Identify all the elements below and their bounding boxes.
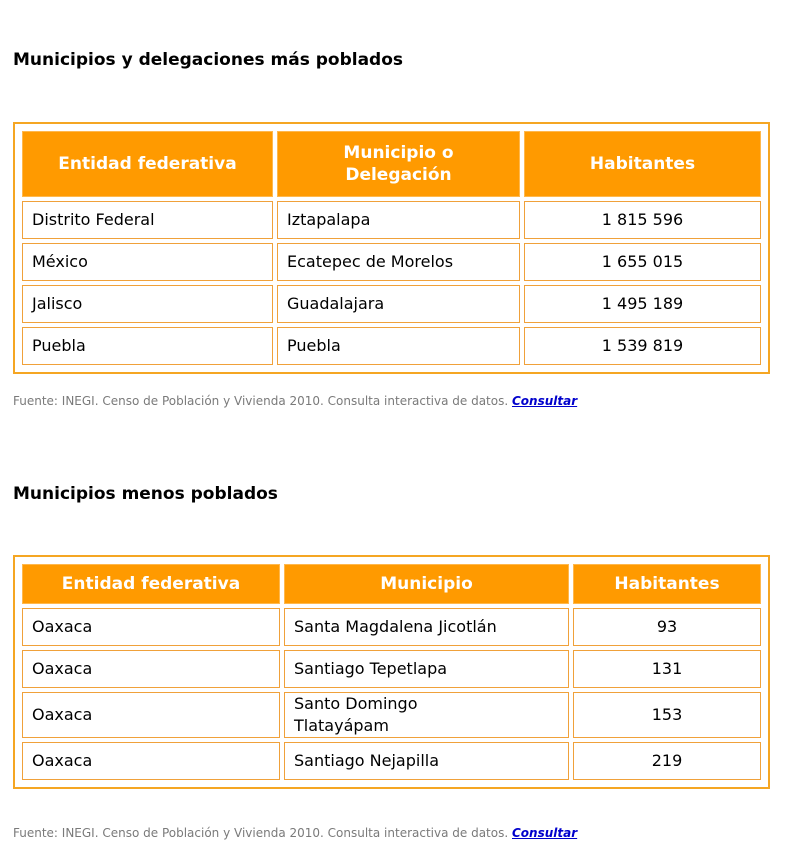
cell-habitantes: 1 539 819: [524, 327, 761, 365]
table-row: [22, 243, 761, 281]
source-note-1: [13, 394, 577, 408]
header-habitantes: Habitantes: [573, 564, 761, 604]
cell-entidad: Oaxaca: [22, 692, 280, 738]
table-row: [22, 692, 761, 738]
table-header-row: [22, 564, 761, 604]
source-text: Fuente: INEGI. Censo de Población y Vivienda 2010. Consulta interactiva de datos.: [13, 826, 509, 840]
table-row: [22, 608, 761, 646]
least-populated-table: [18, 560, 765, 784]
header-municipio-delegacion: Municipio o Delegación: [277, 131, 520, 197]
section-title-most-populated: Municipios y delegaciones más poblados: [13, 50, 404, 70]
table-row: [22, 650, 761, 688]
cell-municipio: Santiago Nejapilla: [284, 742, 569, 780]
cell-habitantes: 153: [573, 692, 761, 738]
header-habitantes: Habitantes: [524, 131, 761, 197]
table-row: [22, 327, 761, 365]
cell-entidad: Oaxaca: [22, 650, 280, 688]
cell-habitantes: 1 815 596: [524, 201, 761, 239]
least-populated-table-frame: [13, 555, 770, 789]
header-municipio: Municipio: [284, 564, 569, 604]
cell-municipio: Guadalajara: [277, 285, 520, 323]
cell-entidad: Distrito Federal: [22, 201, 273, 239]
table-header-row: [22, 131, 761, 197]
section-title-least-populated: Municipios menos poblados: [13, 484, 278, 504]
cell-habitantes: 1 495 189: [524, 285, 761, 323]
header-entidad: Entidad federativa: [22, 564, 280, 604]
most-populated-table-frame: [13, 122, 770, 374]
cell-municipio: Ecatepec de Morelos: [277, 243, 520, 281]
cell-entidad: Puebla: [22, 327, 273, 365]
cell-municipio: Iztapalapa: [277, 201, 520, 239]
cell-municipio: Santa Magdalena Jicotlán: [284, 608, 569, 646]
header-entidad: Entidad federativa: [22, 131, 273, 197]
cell-habitantes: 131: [573, 650, 761, 688]
most-populated-table: [18, 127, 765, 369]
cell-municipio: Puebla: [277, 327, 520, 365]
cell-entidad: Oaxaca: [22, 742, 280, 780]
cell-habitantes: 93: [573, 608, 761, 646]
cell-entidad: Jalisco: [22, 285, 273, 323]
table-row: [22, 201, 761, 239]
cell-habitantes: 1 655 015: [524, 243, 761, 281]
table-row: [22, 285, 761, 323]
source-text: Fuente: INEGI. Censo de Población y Vivienda 2010. Consulta interactiva de datos.: [13, 394, 509, 408]
cell-entidad: México: [22, 243, 273, 281]
consultar-link[interactable]: Consultar: [512, 394, 578, 408]
cell-entidad: Oaxaca: [22, 608, 280, 646]
cell-municipio: Santiago Tepetlapa: [284, 650, 569, 688]
table-row: [22, 742, 761, 780]
source-note-2: [13, 826, 577, 840]
cell-municipio: Santo Domingo Tlatayápam: [284, 692, 569, 738]
cell-habitantes: 219: [573, 742, 761, 780]
consultar-link[interactable]: Consultar: [512, 826, 578, 840]
